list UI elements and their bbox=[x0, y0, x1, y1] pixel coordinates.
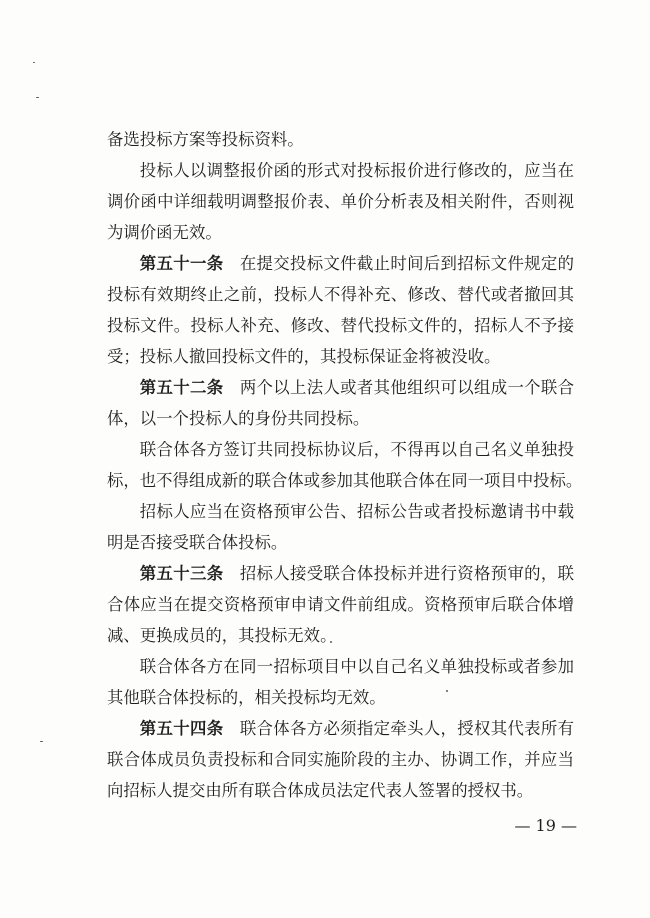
text-line: 向招标人提交由所有联合体成员法定代表人签署的授权书。 bbox=[107, 781, 534, 800]
article-number: 第五十四条 bbox=[139, 719, 224, 738]
text-line: 其他联合体投标的，相关投标均无效。 bbox=[107, 688, 386, 707]
text-line: 投标人以调整报价函的形式对投标报价进行修改的，应当在 bbox=[139, 161, 574, 180]
text-line: 体，以一个投标人的身份共同投标。 bbox=[107, 409, 370, 428]
text-line: 投标有效期终止之前，投标人不得补充、修改、替代或者撤回其 bbox=[107, 285, 574, 304]
text-line: 调价函中详细载明调整报价表、单价分析表及相关附件，否则视 bbox=[107, 192, 574, 211]
article-text: 在提交投标文件截止时间后到招标文件规定的 bbox=[239, 254, 575, 273]
text-line: 招标人应当在资格预审公告、招标公告或者投标邀请书中载 bbox=[139, 502, 574, 521]
article-text: 招标人接受联合体投标并进行资格预审的，联 bbox=[239, 564, 575, 583]
paragraph bbox=[107, 496, 577, 558]
page-number: — 19 — bbox=[514, 816, 577, 835]
text-line: 联合体各方在同一招标项目中以自己名义单独投标或者参加 bbox=[139, 657, 574, 676]
scan-speck bbox=[33, 62, 35, 63]
scan-speck bbox=[40, 741, 43, 742]
article-number: 第五十一条 bbox=[139, 254, 224, 273]
text-line: 合体应当在提交资格预审申请文件前组成。资格预审后联合体增 bbox=[107, 595, 574, 614]
article-52 bbox=[107, 372, 577, 434]
text-line: 联合体成员负责投标和合同实施阶段的主办、协调工作，并应当 bbox=[107, 750, 574, 769]
text-line bbox=[107, 372, 574, 403]
text-line: 为调价函无效。 bbox=[107, 223, 222, 242]
paragraph-continuation bbox=[107, 124, 577, 155]
article-number: 第五十二条 bbox=[139, 378, 224, 397]
text-line: 备选投标方案等投标资料。 bbox=[107, 130, 304, 149]
text-line: 联合体各方签订共同投标协议后，不得再以自己名义单独投 bbox=[139, 440, 574, 459]
article-text: 联合体各方必须指定牵头人，授权其代表所有 bbox=[239, 719, 575, 738]
paragraph bbox=[107, 155, 577, 248]
scan-speck bbox=[36, 97, 39, 98]
paragraph bbox=[107, 651, 577, 713]
article-54 bbox=[107, 713, 577, 806]
article-text: 两个以上法人或者其他组织可以组成一个联合 bbox=[239, 378, 575, 397]
article-51 bbox=[107, 248, 577, 372]
body-text bbox=[107, 124, 583, 806]
text-line: 标，也不得组成新的联合体或参加其他联合体在同一项目中投标。 bbox=[107, 471, 583, 490]
text-line bbox=[107, 248, 574, 279]
article-number: 第五十三条 bbox=[139, 564, 224, 583]
text-line: 减、更换成员的，其投标无效。 bbox=[107, 626, 337, 645]
paragraph bbox=[107, 434, 583, 496]
text-line: 投标文件。投标人补充、修改、替代投标文件的，招标人不予接 bbox=[107, 316, 574, 335]
text-line: 受；投标人撤回投标文件的，其投标保证金将被没收。 bbox=[107, 347, 501, 366]
article-53 bbox=[107, 558, 577, 651]
text-line bbox=[107, 558, 574, 589]
text-line: 明是否接受联合体投标。 bbox=[107, 533, 288, 552]
text-line bbox=[107, 713, 574, 744]
